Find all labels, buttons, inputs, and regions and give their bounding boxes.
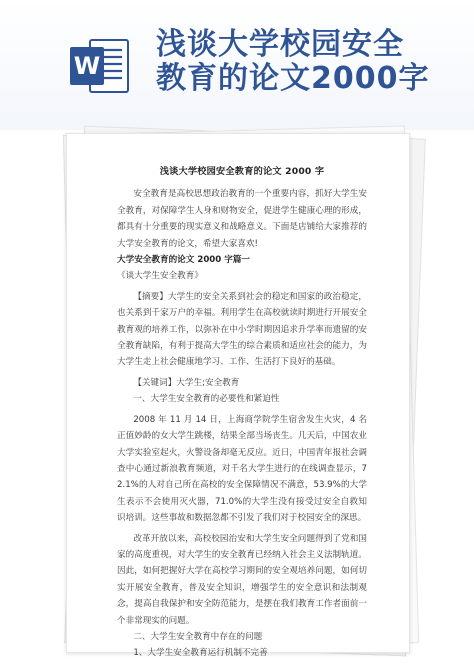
banner-title (156, 28, 456, 96)
section-heading: 大学安全教育的论文 2000 字篇一 (117, 255, 251, 266)
heading-necessity: 一、大学生安全教育的必要性和紧迫性 (133, 394, 280, 405)
article-subtitle: 《谈大学生安全教育》 (117, 271, 203, 282)
banner (0, 0, 474, 130)
banner-title-line-1: 浅谈大学校园安全 (156, 27, 404, 62)
document-body (117, 164, 367, 662)
document-page (66, 133, 410, 659)
heading-problems: 二、大学生安全教育中存在的问题 (133, 631, 263, 642)
paragraph-reform: 改革开放以来，高校校园治安和大学生安全问题得到了党和国家的高度重视，对大学生的安全教育已经纳入社会主义法制轨道。因此，如何把握好大学在高校学习期间的安全观培养问题，如何切实开展安全教育，普及安全知识，增强学生的安全意识和法制观念，提高自我保护和安全防范能力，是摆在我们教育工作者面前一个非常现实的问题。 (117, 533, 367, 626)
document-title: 浅谈大学校园安全教育的论文 2000 字 (159, 166, 325, 177)
intro-paragraph: 安全教育是高校思想政治教育的一个重要内容，抓好大学生安全教育，对保障学生人身和财物安全，促进学生健康心理的形成，都具有十分重要的现实意义和战略意义。下面是店铺给大家推荐的大学安全教育的论文，希望大家喜欢! (117, 189, 367, 249)
abstract-paragraph: 【摘要】大学生的安全关系到社会的稳定和国家的政治稳定，也关系到千家万户的幸福。利用学生在高校就读时期进行开展安全教育观的培养工作，以弥补在中小学时期因追求升学率而遗留的安全教育缺陷，有利于提高大学生的综合素质和适应社会的能力，为大学生走上社会健康地学习、工作、生活打下良好的基础。 (117, 291, 367, 368)
word-logo-letter: W (73, 52, 101, 80)
word-document-icon (68, 38, 130, 94)
paragraph-incidents: 2008 年 11 月 14 日，上海商学院学生宿舍发生火灾，4 名正值妙龄的女大学生跳楼，结果全部当场丧生。几天后，中国农业大学实验室起火，火警设备却毫无反应。近日，中国青年报社会调查中心通过新浪教育频道，对千名大学生进行的在线调查显示，72.1%的人对自己所在高校的安全保障情况不满意，53.9%的大学生表示不会使用灭火器，71.0%的大学生没有接受过安全自救知识培训。这些事故和数据忽都不引发了我们对于校园安全的深思。 (117, 414, 367, 524)
heading-mechanism: 1、大学生安全教育运行机制不完善 (133, 648, 268, 659)
banner-title-line-2: 教育的论文2000字 (156, 61, 430, 96)
keywords-line: 【关键词】大学生;安全教育 (133, 377, 240, 388)
